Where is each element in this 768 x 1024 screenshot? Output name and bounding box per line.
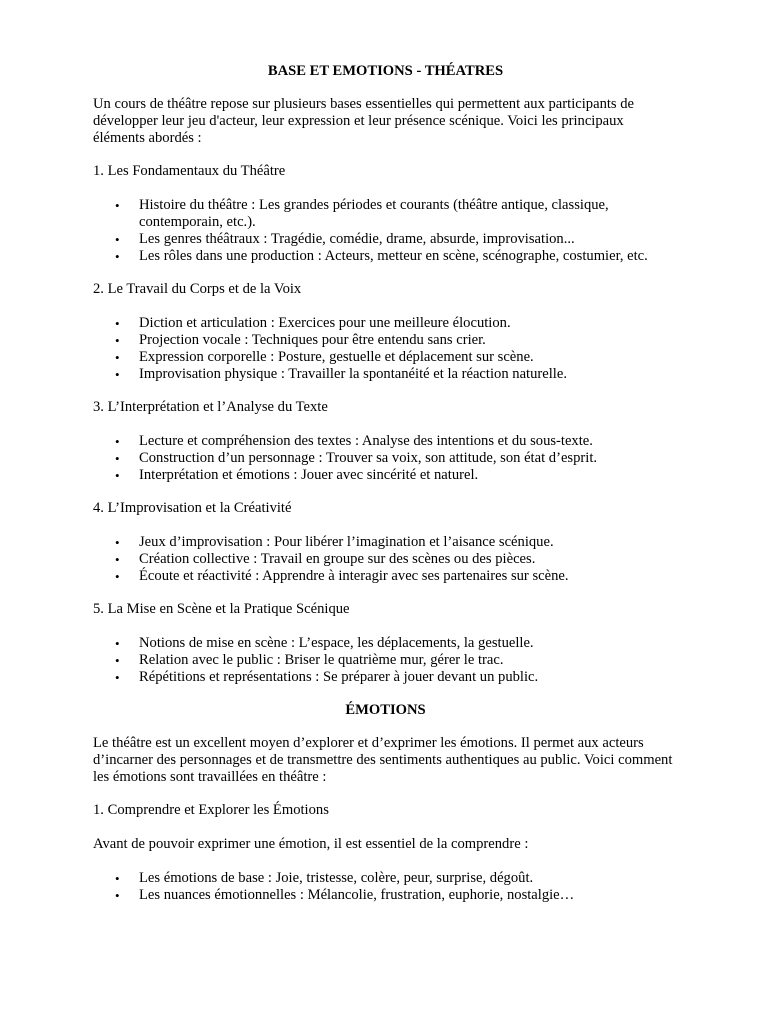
- section-heading-improvisation: 4. L’Improvisation et la Créativité: [93, 500, 292, 516]
- section-heading-mise-en-scene: 5. La Mise en Scène et la Pratique Scénique: [93, 601, 350, 617]
- emotions-heading: ÉMOTIONS: [345, 702, 426, 718]
- list-item: • Jeux d’improvisation : Pour libérer l’imagination et l’aisance scénique.: [139, 534, 678, 551]
- intro-paragraph: Un cours de théâtre repose sur plusieurs bases essentielles qui permettent aux participants de développer leur jeu d'acteur, leur expression et leur présence scénique. Voici les principaux éléments abordés :: [93, 96, 635, 146]
- section-list-improvisation: [93, 534, 678, 585]
- document-page: [93, 63, 678, 920]
- section-list-corps-voix: [93, 315, 678, 383]
- list-item: • Diction et articulation : Exercices pour une meilleure élocution.: [139, 315, 678, 332]
- section-list-fondamentaux: [93, 197, 678, 265]
- section-list-emotions: [93, 870, 678, 904]
- list-item: • Notions de mise en scène : L’espace, les déplacements, la gestuelle.: [139, 635, 678, 652]
- list-item: • Improvisation physique : Travailler la spontanéité et la réaction naturelle.: [139, 366, 678, 383]
- section-heading-fondamentaux: 1. Les Fondamentaux du Théâtre: [93, 163, 286, 179]
- list-item: • Les nuances émotionnelles : Mélancolie, frustration, euphorie, nostalgie…: [139, 887, 678, 904]
- list-item: • Les émotions de base : Joie, tristesse, colère, peur, surprise, dégoût.: [139, 870, 678, 887]
- list-item: • Les rôles dans une production : Acteurs, metteur en scène, scénographe, costumier, etc.: [139, 248, 678, 265]
- section-list-mise-en-scene: [93, 635, 678, 686]
- section-list-interpretation: [93, 433, 678, 484]
- section-heading-corps-voix: 2. Le Travail du Corps et de la Voix: [93, 281, 302, 297]
- emotions-lead-paragraph: Avant de pouvoir exprimer une émotion, il est essentiel de la comprendre :: [93, 836, 529, 852]
- list-item: • Écoute et réactivité : Apprendre à interagir avec ses partenaires sur scène.: [139, 568, 678, 585]
- list-item: • Les genres théâtraux : Tragédie, comédie, drame, absurde, improvisation...: [139, 231, 678, 248]
- list-item: • Projection vocale : Techniques pour être entendu sans crier.: [139, 332, 678, 349]
- list-item: • Répétitions et représentations : Se préparer à jouer devant un public.: [139, 669, 678, 686]
- list-item: • Lecture et compréhension des textes : Analyse des intentions et du sous-texte.: [139, 433, 678, 450]
- document-title: BASE ET EMOTIONS - THÉATRES: [267, 63, 504, 79]
- list-item: • Relation avec le public : Briser le quatrième mur, gérer le trac.: [139, 652, 678, 669]
- section-heading-interpretation: 3. L’Interprétation et l’Analyse du Texte: [93, 399, 328, 415]
- list-item: • Création collective : Travail en groupe sur des scènes ou des pièces.: [139, 551, 678, 568]
- list-item: • Histoire du théâtre : Les grandes périodes et courants (théâtre antique, classique, contemporain, etc.).: [139, 197, 678, 231]
- emotions-intro-paragraph: Le théâtre est un excellent moyen d’explorer et d’exprimer les émotions. Il permet aux acteurs d’incarner des personnages et de transmettre des sentiments authentiques au public. Voici comment les émotions sont travaillées en théâtre :: [93, 735, 673, 785]
- list-item: • Interprétation et émotions : Jouer avec sincérité et naturel.: [139, 467, 678, 484]
- list-item: • Construction d’un personnage : Trouver sa voix, son attitude, son état d’esprit.: [139, 450, 678, 467]
- list-item: • Expression corporelle : Posture, gestuelle et déplacement sur scène.: [139, 349, 678, 366]
- section-heading-comprendre-emotions: 1. Comprendre et Explorer les Émotions: [93, 802, 329, 818]
